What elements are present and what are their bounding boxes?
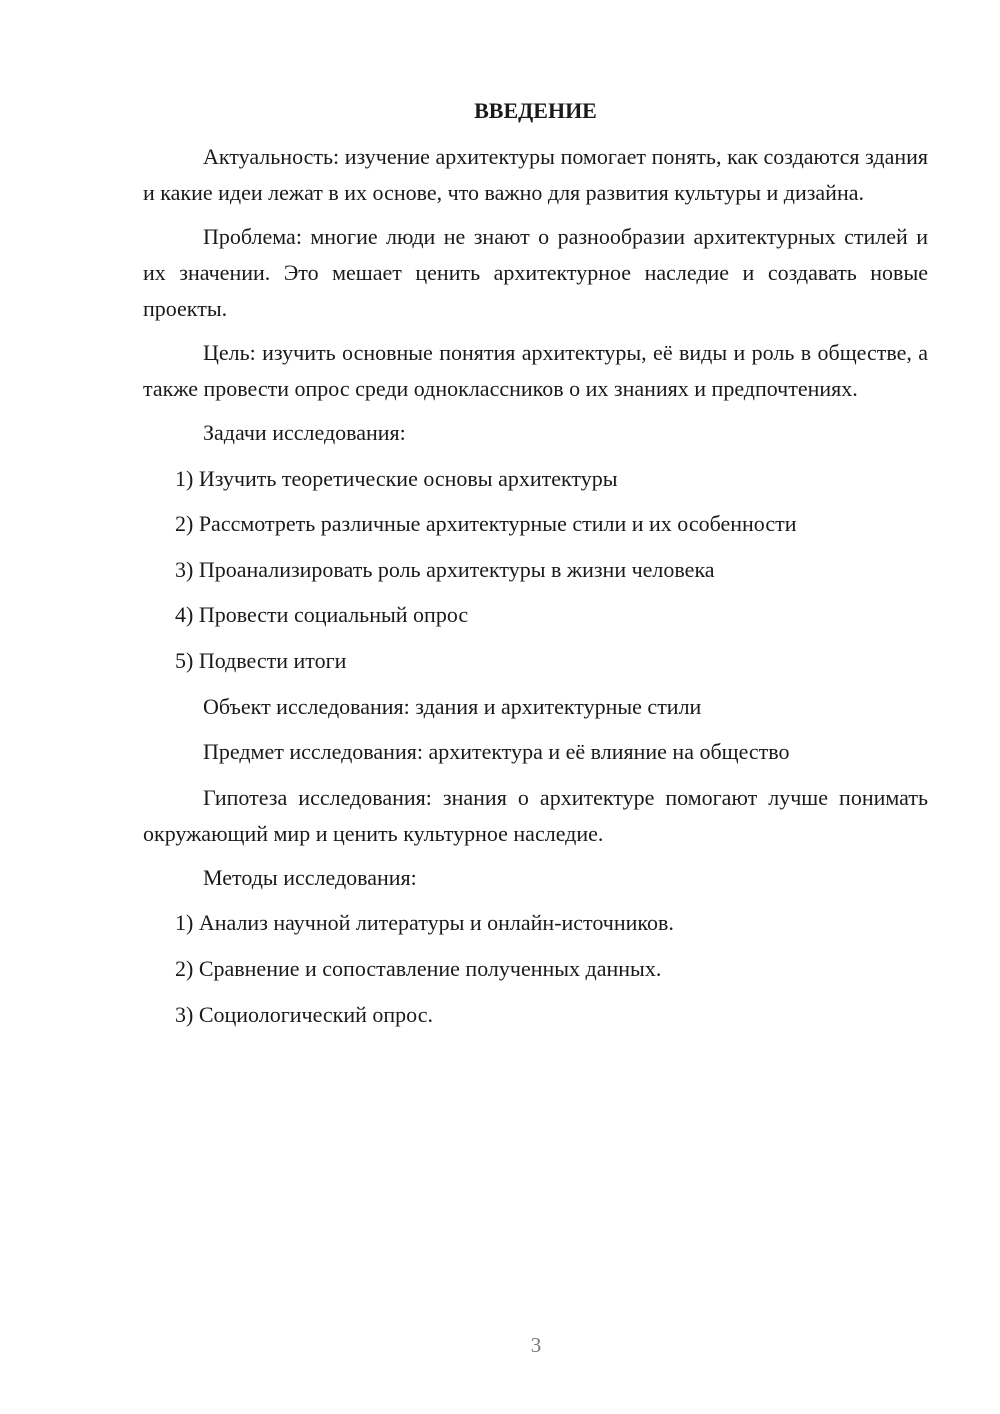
task-item: 1) Изучить теоретические основы архитектуры [175, 465, 618, 491]
methods-heading: Методы исследования: [203, 864, 417, 890]
method-item: 3) Социологический опрос. [175, 1001, 433, 1027]
task-item: 5) Подвести итоги [175, 647, 347, 673]
object-line: Объект исследования: здания и архитектурные стили [203, 693, 702, 719]
hypothesis-paragraph: Гипотеза исследования: знания о архитектуре помогают лучше понимать окружающий мир и ценить культурное наследие. [143, 784, 928, 846]
page-content [143, 94, 928, 1042]
section-title: ВВЕДЕНИЕ [474, 98, 597, 123]
goal-paragraph: Цель: изучить основные понятия архитектуры, её виды и роль в обществе, а также провести опрос среди одноклассников о их знаниях и предпочтениях. [143, 340, 928, 401]
page-number: 3 [530, 1333, 542, 1357]
task-item: 2) Рассмотреть различные архитектурные стили и их особенности [175, 511, 797, 537]
task-item: 4) Провести социальный опрос [175, 602, 469, 628]
relevance-paragraph: Актуальность: изучение архитектуры помогает понять, как создаются здания и какие идеи лежат в их основе, что важно для развития культуры и дизайна. [143, 144, 928, 205]
task-item: 3) Проанализировать роль архитектуры в жизни человека [175, 556, 715, 582]
method-item: 1) Анализ научной литературы и онлайн-источников. [175, 910, 674, 936]
method-item: 2) Сравнение и сопоставление полученных данных. [175, 955, 662, 981]
problem-paragraph: Проблема: многие люди не знают о разнообразии архитектурных стилей и их значении. Это мешает ценить архитектурное наследие и создавать новые проекты. [143, 224, 928, 321]
subject-line: Предмет исследования: архитектура и её влияние на общество [203, 739, 790, 765]
tasks-heading: Задачи исследования: [203, 420, 406, 445]
